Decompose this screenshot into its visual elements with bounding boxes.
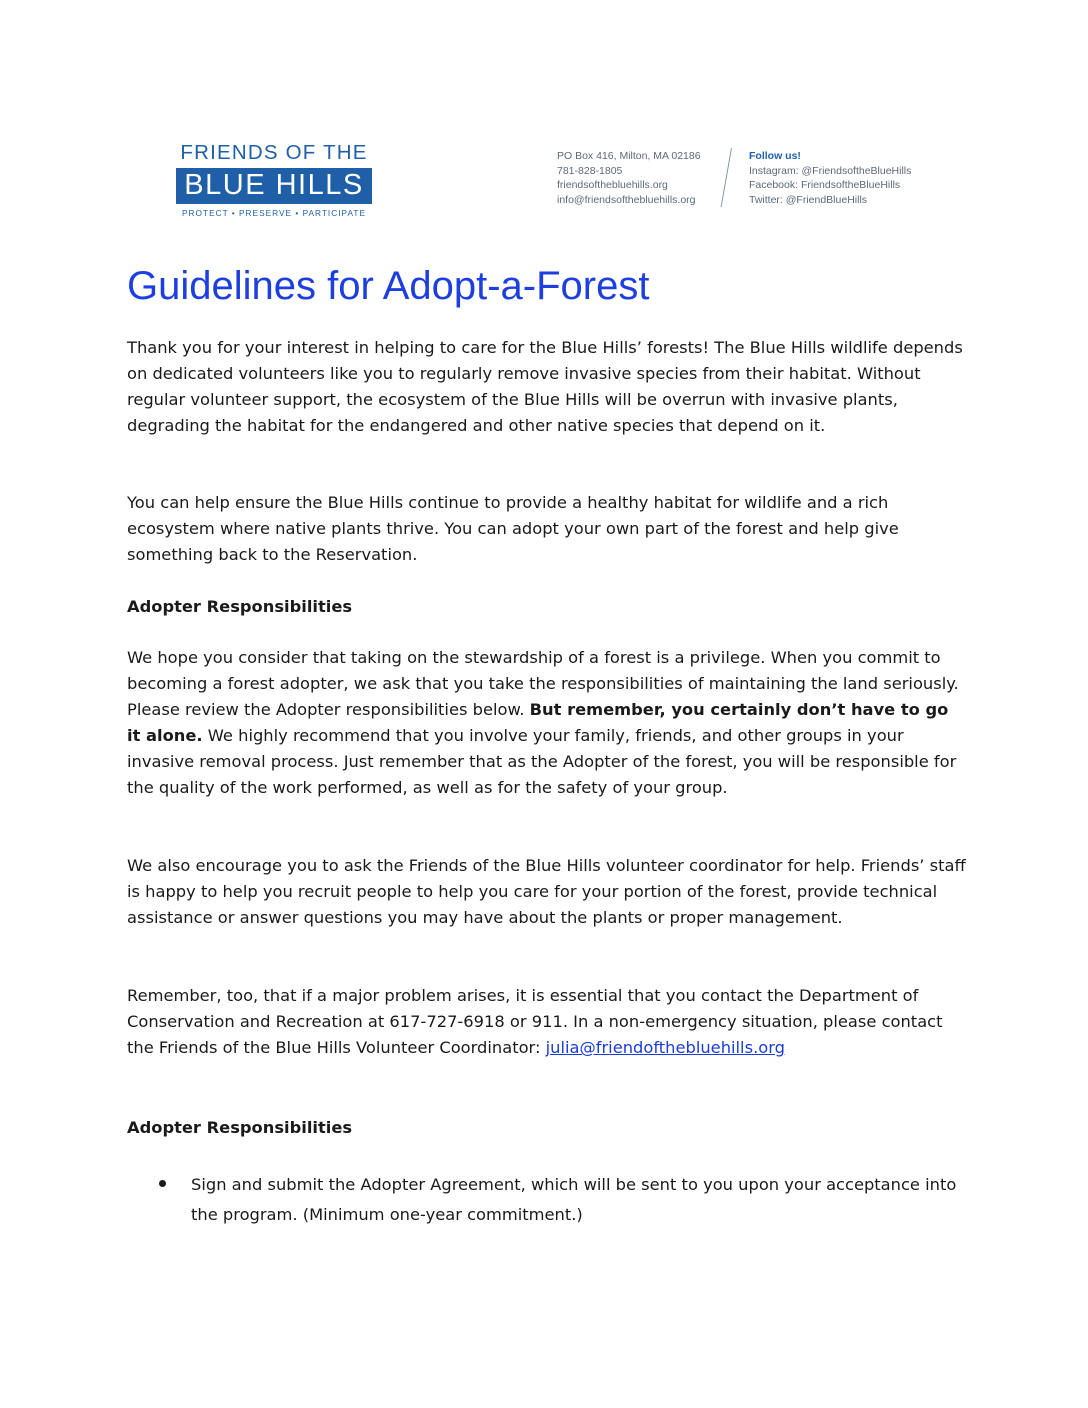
contact-website[interactable]: friendsofthebluehills.org [557, 179, 668, 192]
resp-p1-text-a: We hope you consider that taking on the stewardship of a forest is a privilege. When you commit to becoming a forest adopter, we ask that you take the responsibilities of maintaining the land seriously. Please review the Adopter responsibilities below. [127, 648, 959, 719]
section-heading-responsibilities-2: Adopter Responsibilities [127, 1118, 353, 1137]
logo-tagline: PROTECT • PRESERVE • PARTICIPATE [182, 208, 366, 218]
resp-p3-text: Remember, too, that if a major problem arises, it is essential that you contact the Department of Conservation and Recreation at 617-727-6918 or 911. In a non-emergency situation, please contact the Friends of the Blue Hills Volunteer Coordinator: [127, 986, 943, 1057]
resp-p1-emphasis: But remember, you certainly don’t have to go it alone. [127, 700, 949, 745]
responsibilities-paragraph-1 [127, 645, 967, 801]
social-twitter: Twitter: @FriendBlueHills [749, 193, 868, 206]
responsibilities-list [127, 1170, 967, 1230]
responsibilities-paragraph-2: We also encourage you to ask the Friends of the Blue Hills volunteer coordinator for help. Friends’ staff is happy to help you recruit people to help you care for your portion of the forest, provide technical assistance or answer questions you may have about the plants or proper management. [127, 856, 966, 927]
document-title: Guidelines for Adopt-a-Forest [127, 264, 650, 308]
resp-p1-text-b: We highly recommend that you involve your family, friends, and other groups in your invasive removal process. Just remember that as the Adopter of the forest, you will be responsible for the quality of the work performed, as well as for the safety of your group. [127, 726, 957, 797]
logo-main-text: BLUE HILLS [176, 168, 372, 204]
social-info [749, 149, 911, 207]
list-item [127, 1170, 967, 1230]
list-item-text: Sign and submit the Adopter Agreement, which will be sent to you upon your acceptance into the program. (Minimum one-year commitment.) [191, 1175, 957, 1224]
contact-address: PO Box 416, Milton, MA 02186 [557, 150, 701, 162]
social-facebook: Facebook: FriendsoftheBlueHills [749, 179, 901, 192]
responsibilities-paragraph-3 [127, 983, 967, 1061]
social-instagram: Instagram: @FriendsoftheBlueHills [749, 164, 912, 177]
contact-phone: 781-828-1805 [557, 164, 623, 177]
bullet-icon [159, 1180, 166, 1187]
intro-paragraph-2: You can help ensure the Blue Hills continue to provide a healthy habitat for wildlife and a rich ecosystem where native plants thrive. You can adopt your own part of the forest and help give something back to the Reservation. [127, 493, 899, 564]
contact-info [557, 149, 701, 207]
follow-heading: Follow us! [749, 150, 801, 162]
coordinator-email-link[interactable]: julia@friendofthebluehills.org [545, 1038, 785, 1057]
section-heading-responsibilities: Adopter Responsibilities [127, 597, 353, 616]
organization-logo [176, 142, 372, 218]
letterhead-divider [721, 148, 733, 207]
logo-top-text: FRIENDS OF THE [180, 141, 368, 164]
contact-email[interactable]: info@friendsofthebluehills.org [557, 193, 696, 206]
intro-paragraph-1: Thank you for your interest in helping to care for the Blue Hills’ forests! The Blue Hills wildlife depends on dedicated volunteers like you to regularly remove invasive species from their habitat. Without regular volunteer support, the ecosystem of the Blue Hills will be overrun with invasive plants, degrading the habitat for the endangered and other native species that depend on it. [127, 338, 963, 435]
